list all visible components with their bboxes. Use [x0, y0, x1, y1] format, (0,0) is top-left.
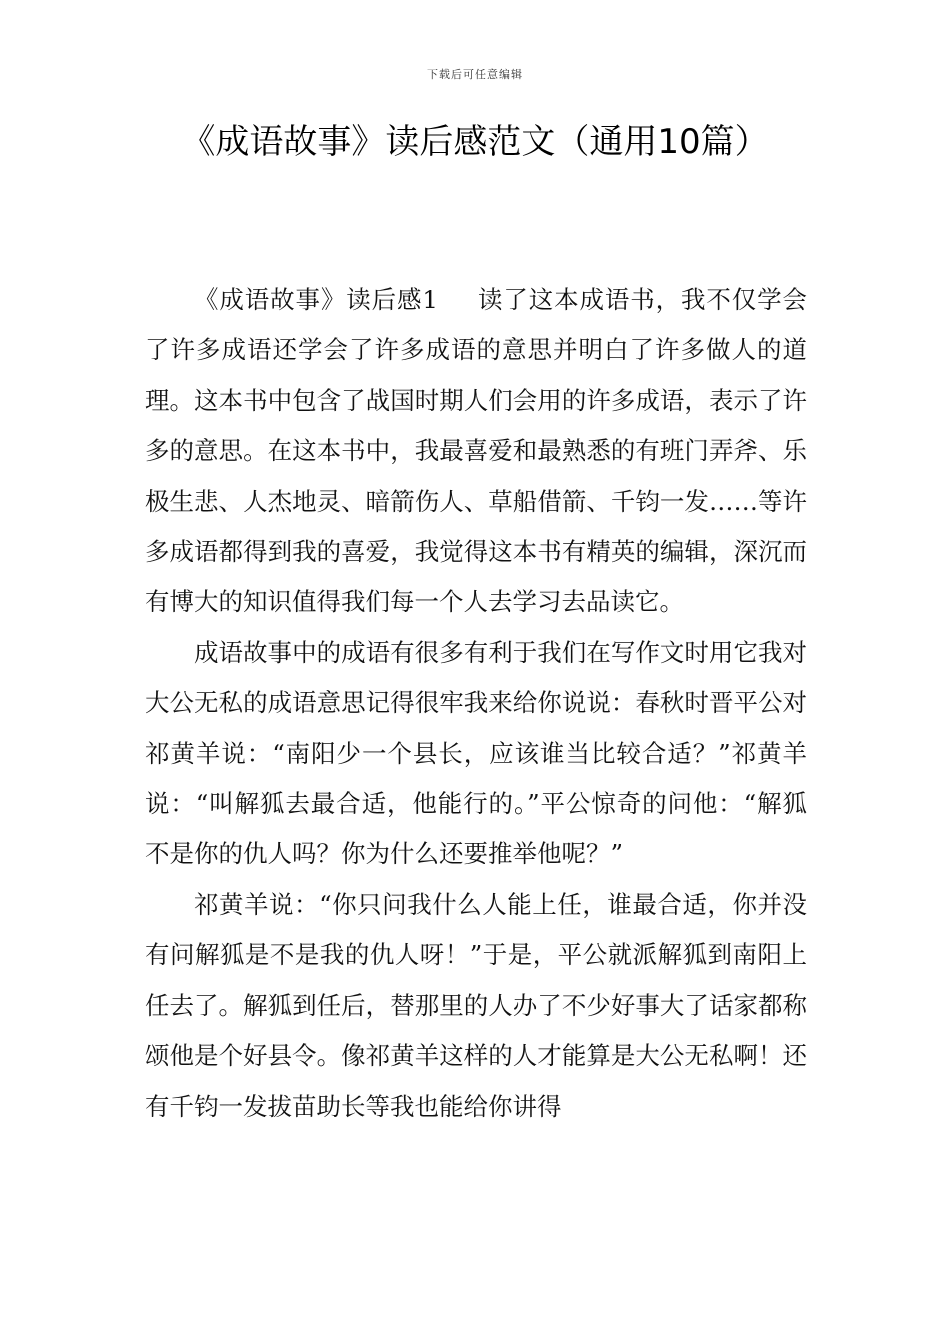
section-heading: 《成语故事》读后感1	[194, 285, 438, 314]
paragraph-1	[145, 275, 807, 628]
header-note: 下载后可任意编辑	[427, 68, 523, 81]
document-body	[145, 275, 807, 1132]
paragraph-1-text: 读了这本成语书，我不仅学会了许多成语还学会了许多成语的意思并明白了许多做人的道理。这本书中包含了战国时期人们会用的许多成语，表示了许多的意思。在这本书中，我最喜爱和最熟悉的有班门弄斧、乐极生悲、人杰地灵、暗箭伤人、草船借箭、千钧一发……等许多成语都得到我的喜爱，我觉得这本书有精英的编辑，深沉而有博大的知识值得我们每一个人去学习去品读它。	[145, 285, 807, 617]
paragraph-2: 成语故事中的成语有很多有利于我们在写作文时用它我对大公无私的成语意思记得很牢我来给你说说：春秋时晋平公对祁黄羊说：“南阳少一个县长，应该谁当比较合适？”祁黄羊说：“叫解狐去最合适，他能行的。”平公惊奇的问他：“解狐不是你的仇人吗？你为什么还要推举他呢？”	[145, 637, 807, 869]
document-title: 《成语故事》读后感范文（通用10篇）	[181, 122, 769, 162]
paragraph-3: 祁黄羊说：“你只问我什么人能上任，谁最合适，你并没有问解狐是不是我的仇人呀！”于是，平公就派解狐到南阳上任去了。解狐到任后，替那里的人办了不少好事大了话家都称颂他是个好县令。像祁黄羊这样的人才能算是大公无私啊！还有千钧一发拔苗助长等我也能给你讲得	[145, 889, 807, 1121]
